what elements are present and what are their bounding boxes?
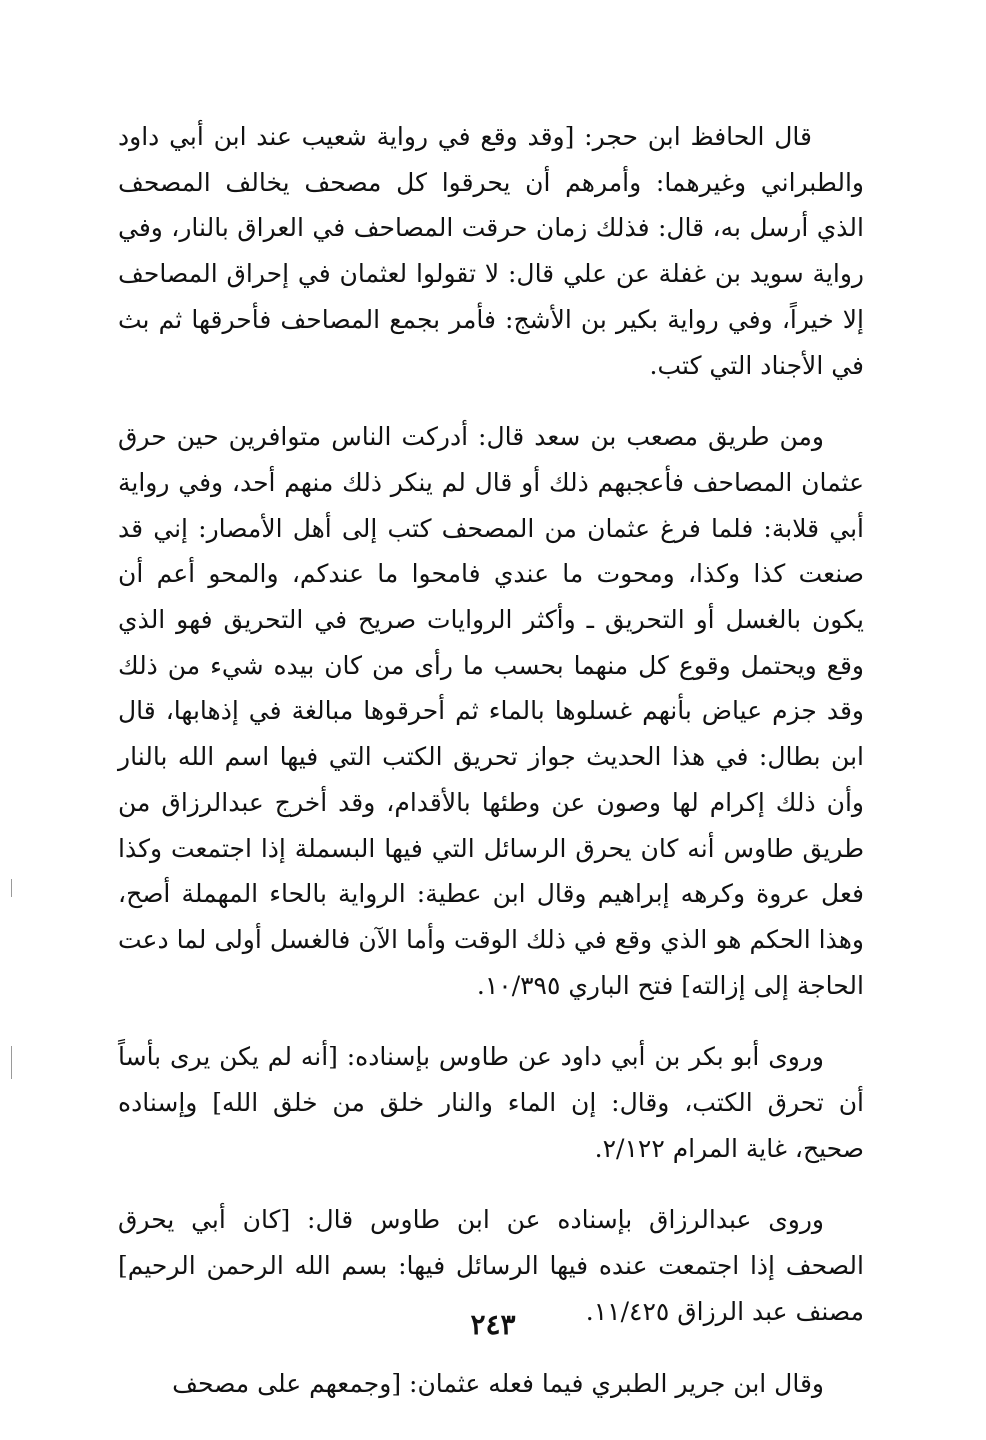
body-text: [118, 114, 864, 1432]
paragraph-3: وروى أبو بكر بن أبي داود عن طاوس بإسناده: [أنه لم يكن يرى بأساً أن تحرق الكتب، وقال: إن الماء والنار خلق من خلق الله] وإسناده صحيح، غاية المرام ٢/١٢٢.: [118, 1042, 864, 1163]
paragraph-5: وقال ابن جرير الطبري فيما فعله عثمان: [وجمعهم على مصحف: [172, 1368, 824, 1398]
scan-edge-mark: [11, 879, 12, 897]
page-number: ٢٤٣: [470, 1308, 516, 1341]
paragraph-2: ومن طريق مصعب بن سعد قال: أدركت الناس متوافرين حين حرق عثمان المصاحف فأعجبهم ذلك أو قال لم ينكر ذلك منهم أحد، وفي رواية أبي قلابة: فلما فرغ عثمان من المصحف كتب إلى أهل الأمصار: إني قد صنعت كذا وكذا، ومحوت ما عندي فامحوا ما عندكم، والمحو أعم أن يكون بالغسل أو التحريق ـ وأكثر الروايات صريح في التحريق فهو الذي وقع ويحتمل وقوع كل منهما بحسب ما رأى من كان بيده شيء من ذلك وقد جزم عياض بأنهم غسلوها بالماء ثم أحرقوها مبالغة في إذهابها، قال ابن بطال: في هذا الحديث جواز تحريق الكتب التي فيها اسم الله بالنار وأن ذلك إكرام لها وصون عن وطئها بالأقدام، وقد أخرج عبدالرزاق من طريق طاوس أنه كان يحرق الرسائل التي فيها البسملة إذا اجتمعت وكذا فعل عروة وكرهه إبراهيم وقال ابن عطية: الرواية بالحاء المهملة أصح، وهذا الحكم هو الذي وقع في ذلك الوقت وأما الآن فالغسل أولى لما دعت الحاجة إلى إزالته] فتح الباري ١٠/٣٩٥.: [118, 422, 864, 1000]
paragraph-1: قال الحافظ ابن حجر: [وقد وقع في رواية شعيب عند ابن أبي داود والطبراني وغيرهما: وأمرهم أن يحرقوا كل مصحف يخالف المصحف الذي أرسل به، قال: فذلك زمان حرقت المصاحف في العراق بالنار، وفي رواية سويد بن غفلة عن علي قال: لا تقولوا لعثمان في إحراق المصاحف إلا خيراً، وفي رواية بكير بن الأشج: فأمر بجمع المصاحف فأحرقها ثم بث في الأجناد التي كتب.: [118, 122, 864, 380]
scan-edge-mark: [11, 1046, 12, 1079]
paragraph-4: وروى عبدالرزاق بإسناده عن ابن طاوس قال: [كان أبي يحرق الصحف إذا اجتمعت عنده فيها الرسائل فيها: بسم الله الرحمن الرحيم] مصنف عبد الرزاق ١١/٤٢٥.: [118, 1205, 864, 1326]
